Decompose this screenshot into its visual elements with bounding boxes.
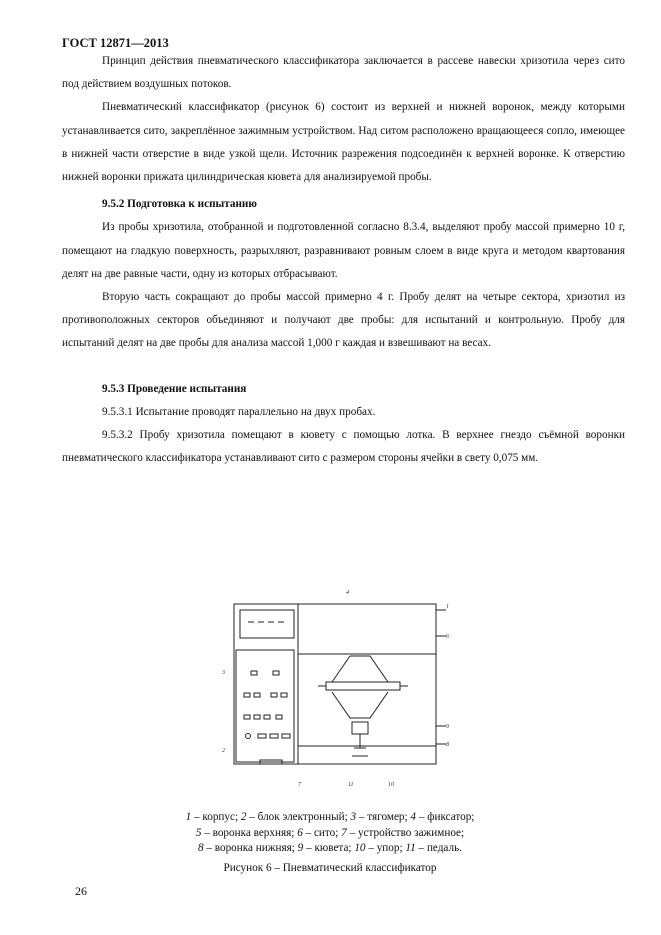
paragraph: Вторую часть сокращают до пробы массой примерно 4 г. Пробу делят на четыре сектора, хризотил из противоположных секторов объединяют и получают две пробы: для испытаний и контрольную. Пробу для испытаний делят на две пробы для анализа массой 1,000 г каждая и взвешивают на весах.: [62, 291, 625, 350]
figure-label: 7: [298, 782, 301, 788]
figure-title: Рисунок 6 – Пневматический классификатор: [223, 862, 437, 874]
legend-line: 5 – воронка верхняя; 6 – сито; 7 – устройство зажимное;: [195, 826, 465, 839]
document-header: ГОСТ 12871—2013: [62, 36, 169, 50]
legend-line: 1 – корпус; 2 – блок электронный; 3 – тягомер; 4 – фиксатор;: [185, 811, 475, 823]
figure-label: 3: [222, 670, 225, 676]
body-outline: [234, 604, 436, 764]
figure-legend: [130, 810, 530, 857]
sieve-clamp: [326, 682, 400, 690]
legend-line: 8 – воронка нижняя; 9 – кювета; 10 – упор; 11 – педаль.: [198, 842, 462, 854]
figure-label: 1: [446, 604, 449, 610]
body-text: [62, 50, 625, 470]
electronic-block: [236, 650, 294, 762]
paragraph: 9.5.3.2 Пробу хризотила помещают в кювету с помощью лотка. В верхнее гнездо съёмной воронки пневматического классификатора устанавливают сито с размером стороны ячейки в свету 0,075 мм.: [62, 429, 625, 465]
classifier-figure: [222, 590, 458, 796]
section-heading: 9.5.3 Проведение испытания: [102, 382, 247, 395]
page-number: 26: [75, 884, 87, 898]
figure-label: 8: [446, 742, 449, 748]
paragraph: Принцип действия пневматического классификатора заключается в рассеве навески хризотила через сито под действием воздушных потоков.: [62, 55, 625, 91]
paragraph: Пневматический классификатор (рисунок 6) состоит из верхней и нижней воронок, между которыми устанавливается сито, закреплённое зажимным устройством. Над ситом расположено вращающееся сопло, имеющее в нижней части отверстие в виде узкой щели. Источник разрежения подсоединён к верхней воронке. К отверстию нижней воронки прижата цилиндрическая кювета для анализируемой пробы.: [62, 101, 625, 184]
paragraph: 9.5.3.1 Испытание проводят параллельно на двух пробах.: [102, 405, 376, 418]
figure-label: 6: [446, 634, 449, 640]
figure-label: 10: [388, 782, 394, 788]
figure-label: 9: [446, 724, 449, 730]
gauge-panel: [240, 610, 294, 638]
paragraph: Из пробы хризотила, отобранной и подготовленной согласно 8.3.4, выделяют пробу массой примерно 10 г, помещают на гладкую поверхность, разрыхляют, разравнивают ровным слоем в виде круга и методом квартования делят на две равные части, одну из которых отбрасывают.: [62, 221, 625, 280]
figure-label: 11: [348, 782, 354, 788]
section-heading: 9.5.2 Подготовка к испытанию: [102, 198, 257, 211]
cuvette: [352, 722, 368, 734]
figure-label: 2: [222, 748, 225, 754]
figure-label: 4: [346, 590, 349, 596]
classifier-drawing: [222, 590, 458, 796]
